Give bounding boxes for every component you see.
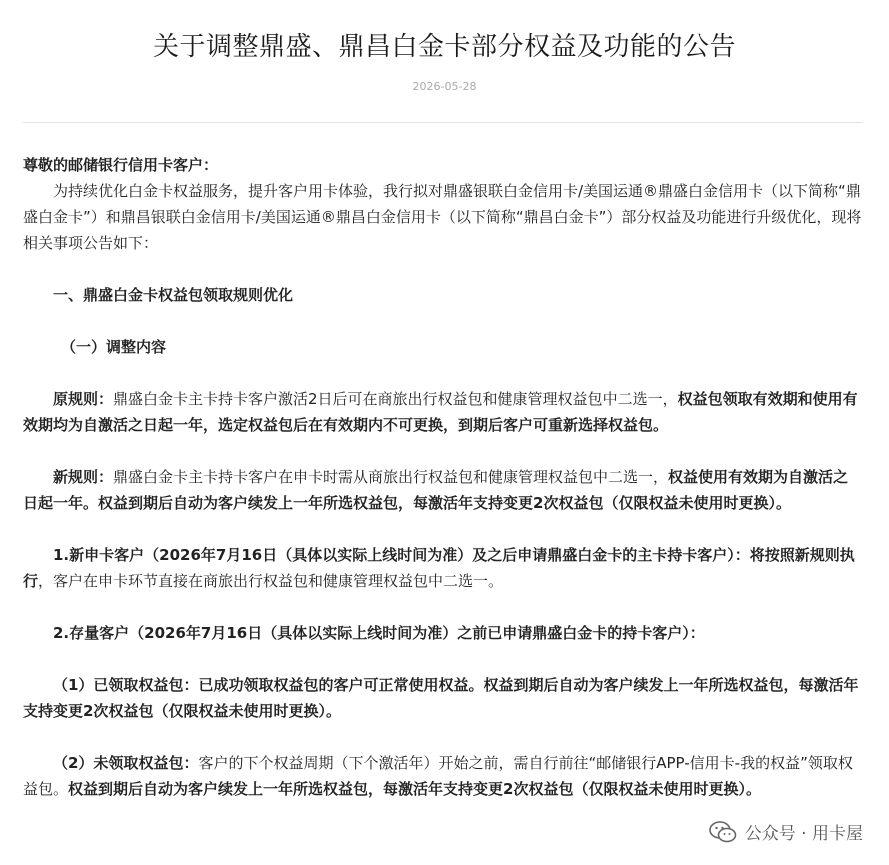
claimed-label: （1）已领取权益包： bbox=[53, 676, 199, 694]
watermark-text: 公众号 · 用卡屋 bbox=[744, 824, 863, 844]
claimed-text: 已成功领取权益包的客户可正常使用权益。权益到期后自动为客户续发上一年所选权益包，每激活年支持变更2次权益包（仅限权益未使用时更换）。 bbox=[23, 676, 859, 720]
article-body bbox=[23, 152, 863, 802]
unclaimed-text: 客户的下个权益周期（下个激活年）开始之前，需自行前往“邮储银行APP-信用卡-我的权益”领取权益包。 bbox=[23, 754, 853, 798]
new-customer-bold: 1.新申卡客户（2026年7月16日（具体以实际上线时间为准）及之后申请鼎盛白金卡的主卡持卡客户）：将按照新规则执行 bbox=[23, 546, 855, 590]
old-rule-text: 鼎盛白金卡主卡持卡客户激活2日后可在商旅出行权益包和健康管理权益包中二选一， bbox=[113, 390, 678, 408]
section-heading: 一、鼎盛白金卡权益包领取规则优化 bbox=[53, 286, 294, 304]
article-title: 关于调整鼎盛、鼎昌白金卡部分权益及功能的公告 bbox=[152, 32, 736, 62]
intro-paragraph: 为持续优化白金卡权益服务，提升客户用卡体验，我行拟对鼎盛银联白金信用卡/美国运通®鼎盛白金信用卡（以下简称“鼎盛白金卡”）和鼎昌银联白金信用卡/美国运通®鼎昌白金信用卡（以下简称“鼎昌白金卡”）部分权益及功能进行升级优化，现将相关事项公告如下： bbox=[23, 182, 862, 252]
unclaimed-bold: 权益到期后自动为客户续发上一年所选权益包，每激活年支持变更2次权益包（仅限权益未使用时更换）。 bbox=[68, 780, 761, 798]
new-rule-paragraph bbox=[23, 464, 863, 516]
new-rule-bold: 权益使用有效期为自激活之日起一年。权益到期后自动为客户续发上一年所选权益包，每激活年支持变更2次权益包（仅限权益未使用时更换）。 bbox=[23, 468, 849, 512]
title-divider bbox=[23, 122, 863, 123]
old-rule-label: 原规则： bbox=[53, 390, 114, 408]
old-rule-bold: 权益包领取有效期和使用有效期均为自激活之日起一年，选定权益包后在有效期内不可更换，到期后客户可重新选择权益包。 bbox=[23, 390, 858, 434]
subsection-heading: （一）调整内容 bbox=[61, 338, 167, 356]
wechat-icon bbox=[709, 821, 737, 843]
new-customer-text: ，客户在申卡环节直接在商旅出行权益包和健康管理权益包中二选一。 bbox=[38, 572, 504, 590]
new-customer-paragraph bbox=[23, 542, 863, 594]
watermark bbox=[709, 819, 863, 844]
old-rule-paragraph bbox=[23, 386, 863, 438]
claimed-paragraph bbox=[23, 672, 863, 724]
new-rule-label: 新规则： bbox=[53, 468, 114, 486]
unclaimed-paragraph bbox=[23, 750, 863, 802]
new-rule-text: 鼎盛白金卡主卡持卡客户在申卡时需从商旅出行权益包和健康管理权益包中二选一， bbox=[113, 468, 669, 486]
greeting: 尊敬的邮储银行信用卡客户： bbox=[23, 156, 219, 174]
unclaimed-label: （2）未领取权益包： bbox=[53, 754, 199, 772]
existing-customer-heading: 2.存量客户（2026年7月16日（具体以实际上线时间为准）之前已申请鼎盛白金卡的持卡客户）： bbox=[53, 624, 705, 642]
publish-date: 2026-05-28 bbox=[412, 80, 477, 93]
